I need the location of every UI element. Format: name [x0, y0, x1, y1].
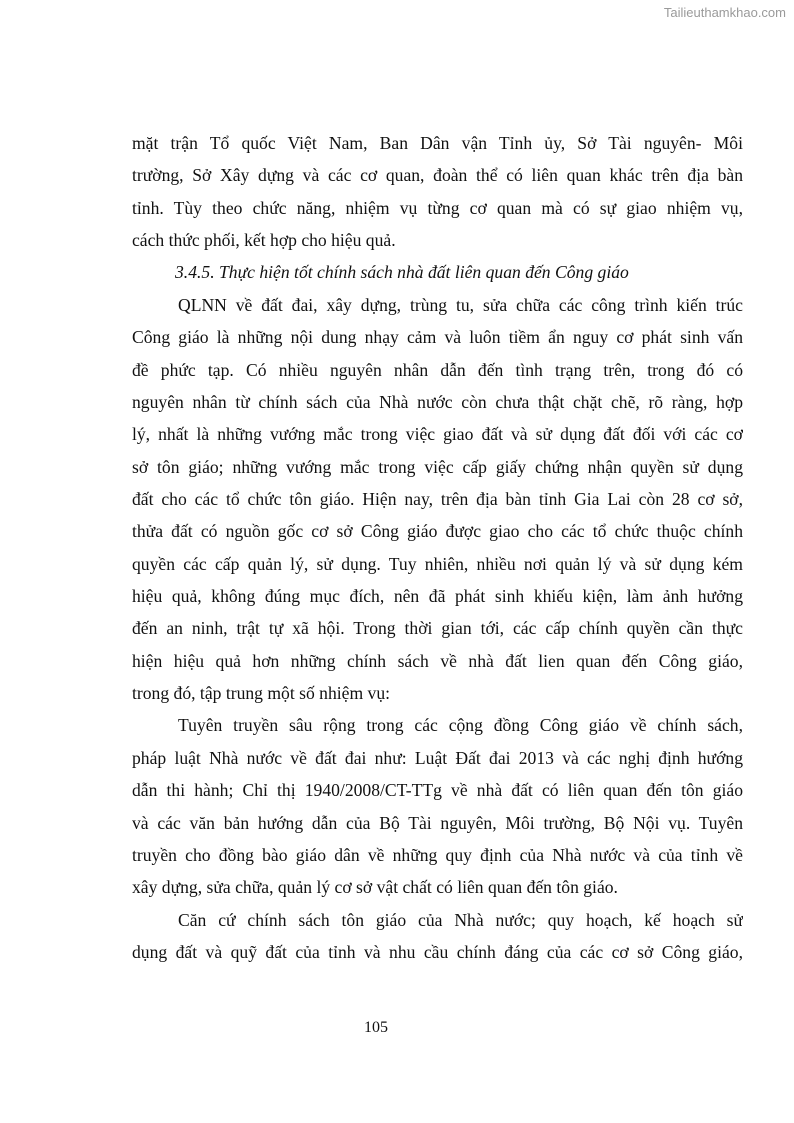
text-line: hiện hiệu quả hơn những chính sách về nhà đất lien quan đến Công giáo,: [132, 650, 743, 671]
text-line: đến an ninh, trật tự xã hội. Trong thời gian tới, các cấp chính quyền cần thực: [132, 618, 743, 639]
text-line: quyền các cấp quản lý, sử dụng. Tuy nhiên, nhiều nơi quản lý và sử dụng kém: [132, 553, 743, 574]
text-line: xây dựng, sửa chữa, quản lý cơ sở vật chất có liên quan đến tôn giáo.: [132, 877, 618, 898]
text-line: dụng đất và quỹ đất của tỉnh và nhu cầu chính đáng của các cơ sở Công giáo,: [132, 941, 743, 962]
text-line: Công giáo là những nội dung nhạy cảm và luôn tiềm ẩn nguy cơ phát sinh vấn: [132, 327, 743, 348]
text-line: truyền cho đồng bào giáo dân về những quy định của Nhà nước và của tỉnh về: [132, 844, 743, 865]
text-line: nguyên nhân từ chính sách của Nhà nước còn chưa thật chặt chẽ, rõ ràng, hợp: [132, 391, 743, 412]
text-line: đề phức tạp. Có nhiều nguyên nhân dẫn đến tình trạng trên, trong đó có: [132, 359, 743, 380]
text-line: sở tôn giáo; những vướng mắc trong việc cấp giấy chứng nhận quyền sử dụng: [132, 456, 743, 477]
document-body: [132, 127, 743, 968]
text-line: và các văn bản hướng dẫn của Bộ Tài nguyên, Môi trường, Bộ Nội vụ. Tuyên: [132, 812, 743, 833]
text-line: Tuyên truyền sâu rộng trong các cộng đồng Công giáo về chính sách,: [178, 715, 743, 736]
text-line: mặt trận Tổ quốc Việt Nam, Ban Dân vận Tỉnh ủy, Sở Tài nguyên- Môi: [132, 133, 743, 153]
text-line: Căn cứ chính sách tôn giáo của Nhà nước; quy hoạch, kế hoạch sử: [178, 909, 743, 930]
text-line: QLNN về đất đai, xây dựng, trùng tu, sửa chữa các công trình kiến trúc: [178, 294, 743, 315]
text-line: dẫn thi hành; Chỉ thị 1940/2008/CT-TTg về nhà đất có liên quan đến tôn giáo: [132, 780, 743, 801]
text-line: trường, Sở Xây dựng và các cơ quan, đoàn thể có liên quan khác trên địa bàn: [132, 165, 743, 186]
page-number: 105: [364, 1019, 388, 1036]
text-line: trong đó, tập trung một số nhiệm vụ:: [132, 683, 391, 704]
text-line: pháp luật Nhà nước về đất đai như: Luật Đất đai 2013 và các nghị định hướng: [132, 747, 743, 768]
text-line: tỉnh. Tùy theo chức năng, nhiệm vụ từng cơ quan mà có sự giao nhiệm vụ,: [132, 197, 743, 218]
section-heading: 3.4.5. Thực hiện tốt chính sách nhà đất liên quan đến Công giáo: [175, 262, 629, 283]
watermark: Tailieuthamkhao.com: [663, 5, 786, 20]
text-line: thửa đất có nguồn gốc cơ sở Công giáo được giao cho các tổ chức thuộc chính: [132, 521, 743, 542]
text-line: lý, nhất là những vướng mắc trong việc giao đất và sử dụng đất đối với các cơ: [132, 424, 743, 445]
text-line: đất cho các tổ chức tôn giáo. Hiện nay, trên địa bàn tỉnh Gia Lai còn 28 cơ sở,: [132, 488, 743, 509]
text-line: cách thức phối, kết hợp cho hiệu quả.: [132, 230, 396, 251]
text-line: hiệu quả, không đúng mục đích, nên đã phát sinh khiếu kiện, làm ảnh hưởng: [132, 586, 743, 607]
